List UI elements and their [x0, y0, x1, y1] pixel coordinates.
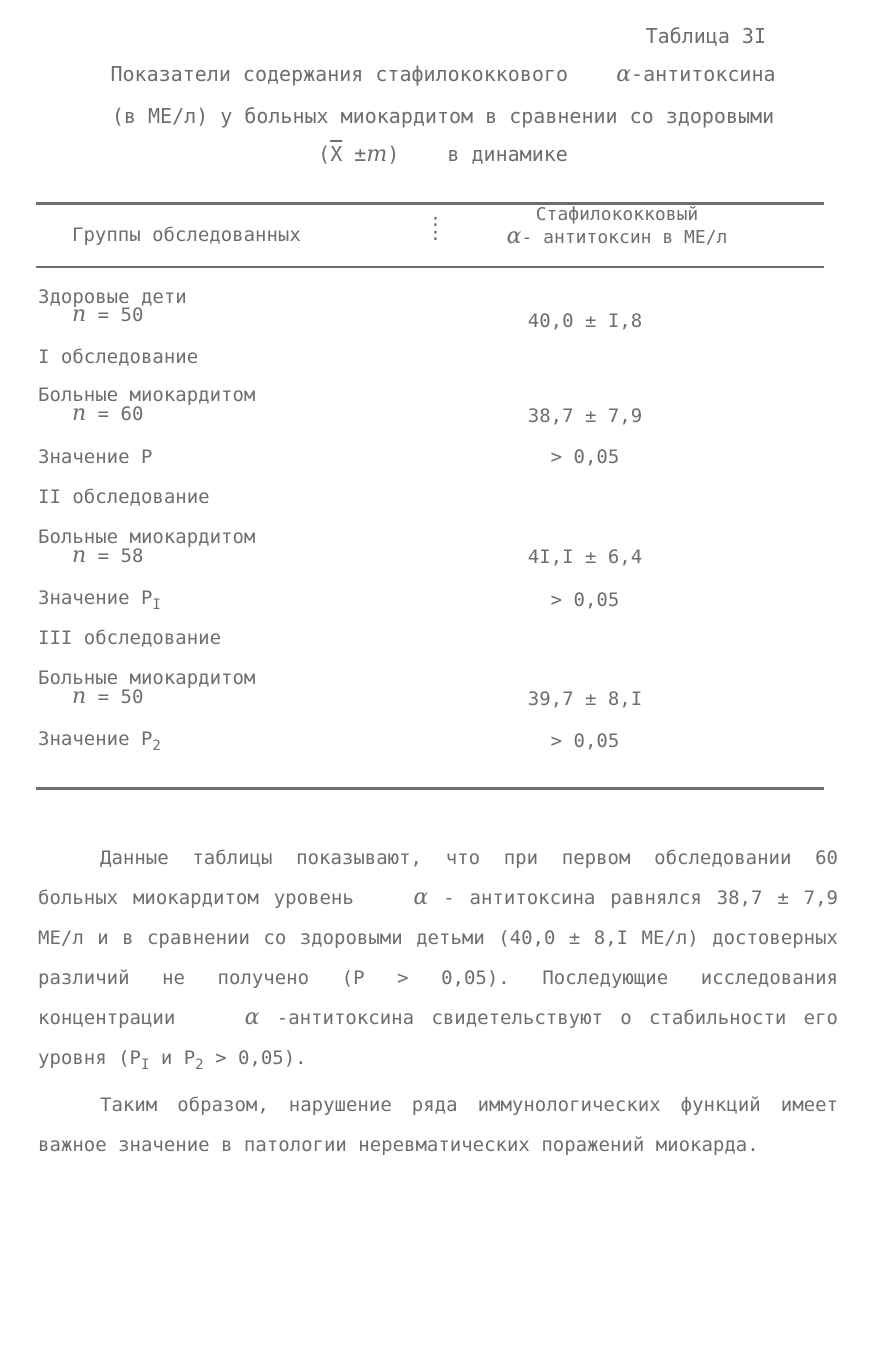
n-symbol: n	[72, 302, 87, 327]
header-right-line-2	[452, 226, 782, 249]
section-label: I обследование	[38, 346, 199, 368]
p1-part-a: Данные таблицы показывают, что при первом обследовании 60 больных миокардитом уровень	[38, 847, 838, 909]
p-value: > 0,05	[550, 446, 620, 468]
n-value: 58	[120, 545, 144, 567]
row-label: Больные миокардитом	[38, 384, 256, 406]
p1-part-e: > 0,05).	[215, 1047, 307, 1069]
table-title-line-3: $(\overline{X} \pm m)$ в динамике	[318, 142, 568, 167]
alpha-symbol: α	[244, 1005, 260, 1030]
section-label: II обследование	[38, 486, 210, 508]
error-symbol: m	[366, 142, 388, 167]
p-label-text: Значение P	[38, 728, 153, 750]
paragraph-1	[38, 838, 838, 1085]
title-text-a: Показатели содержания стафилококкового	[110, 62, 569, 86]
p-label-text: Значение P	[38, 587, 153, 609]
section-label: III обследование	[38, 627, 222, 649]
alpha-symbol: α	[413, 885, 429, 910]
n-value: 50	[120, 304, 144, 326]
title-text-dynamics: в динамике	[447, 142, 568, 166]
plus-minus-symbol: ±	[354, 142, 367, 166]
n-value: 50	[120, 686, 144, 708]
n-value: 60	[120, 403, 144, 425]
equals-sign: =	[97, 686, 110, 708]
p-subscript: 2	[152, 737, 161, 754]
row-value: 39,7 ± 8,I	[527, 688, 643, 710]
p-value-label	[38, 728, 161, 754]
header-colon-divider: : :	[430, 210, 441, 245]
p-value: > 0,05	[550, 730, 620, 752]
equals-sign: =	[97, 304, 110, 326]
header-groups: Группы обследованных	[72, 224, 301, 246]
table-bottom-rule	[36, 787, 824, 790]
header-right-text: - антитоксин в МЕ/л	[521, 227, 728, 248]
p1-part-d: и P	[160, 1047, 196, 1069]
row-label: Здоровые дети	[38, 286, 187, 308]
row-label: Больные миокардитом	[38, 667, 256, 689]
p1-part-c: -антитоксина свидетельствуют о стабильности его уровня (P	[38, 1007, 838, 1069]
equals-sign: =	[97, 403, 110, 425]
alpha-symbol: α	[506, 224, 522, 249]
n-symbol: n	[72, 684, 87, 709]
p-value-label	[38, 587, 161, 613]
title-text-b: -антитоксина	[631, 62, 776, 86]
row-n	[72, 684, 143, 709]
p-subscript: I	[152, 596, 161, 613]
row-label: Больные миокардитом	[38, 526, 256, 548]
p-value: > 0,05	[550, 589, 620, 611]
row-n	[72, 302, 143, 327]
table-number: Таблица 3I	[645, 24, 766, 48]
equals-sign: =	[97, 545, 110, 567]
row-value: 40,0 ± I,8	[527, 310, 643, 332]
row-value: 38,7 ± 7,9	[527, 405, 643, 427]
row-n	[72, 401, 143, 426]
row-value: 4I,I ± 6,4	[527, 546, 643, 568]
paragraph-2: Таким образом, нарушение ряда иммунологических функций имеет важное значение в патологии неревматических поражений миокарда.	[38, 1093, 838, 1156]
table-title-line-2: (в МЕ/л) у больных миокардитом в сравнении со здоровыми	[111, 104, 775, 128]
p1-part-b: - антитоксина равнялся 38,7 ± 7,9 МЕ/л и в сравнении со здоровыми детьми (40,0 ± 8,I МЕ/л) достоверных различий не получено (P > 0,05). Последующие исследования концентрации	[38, 887, 838, 1029]
body-text	[38, 838, 838, 1165]
table-header-rule	[36, 266, 824, 268]
table-title-line-1	[0, 62, 886, 87]
p-value-label: Значение P	[38, 446, 153, 468]
header-antitoxin	[452, 204, 782, 249]
row-n	[72, 543, 143, 568]
p-subscript: 2	[195, 1056, 204, 1073]
n-symbol: n	[72, 401, 87, 426]
alpha-symbol: α	[616, 62, 632, 87]
p-subscript: I	[140, 1056, 150, 1073]
mean-symbol: $\overline{X}$	[330, 142, 343, 166]
n-symbol: n	[72, 543, 87, 568]
header-right-line-1: Стафилококковый	[535, 204, 699, 225]
